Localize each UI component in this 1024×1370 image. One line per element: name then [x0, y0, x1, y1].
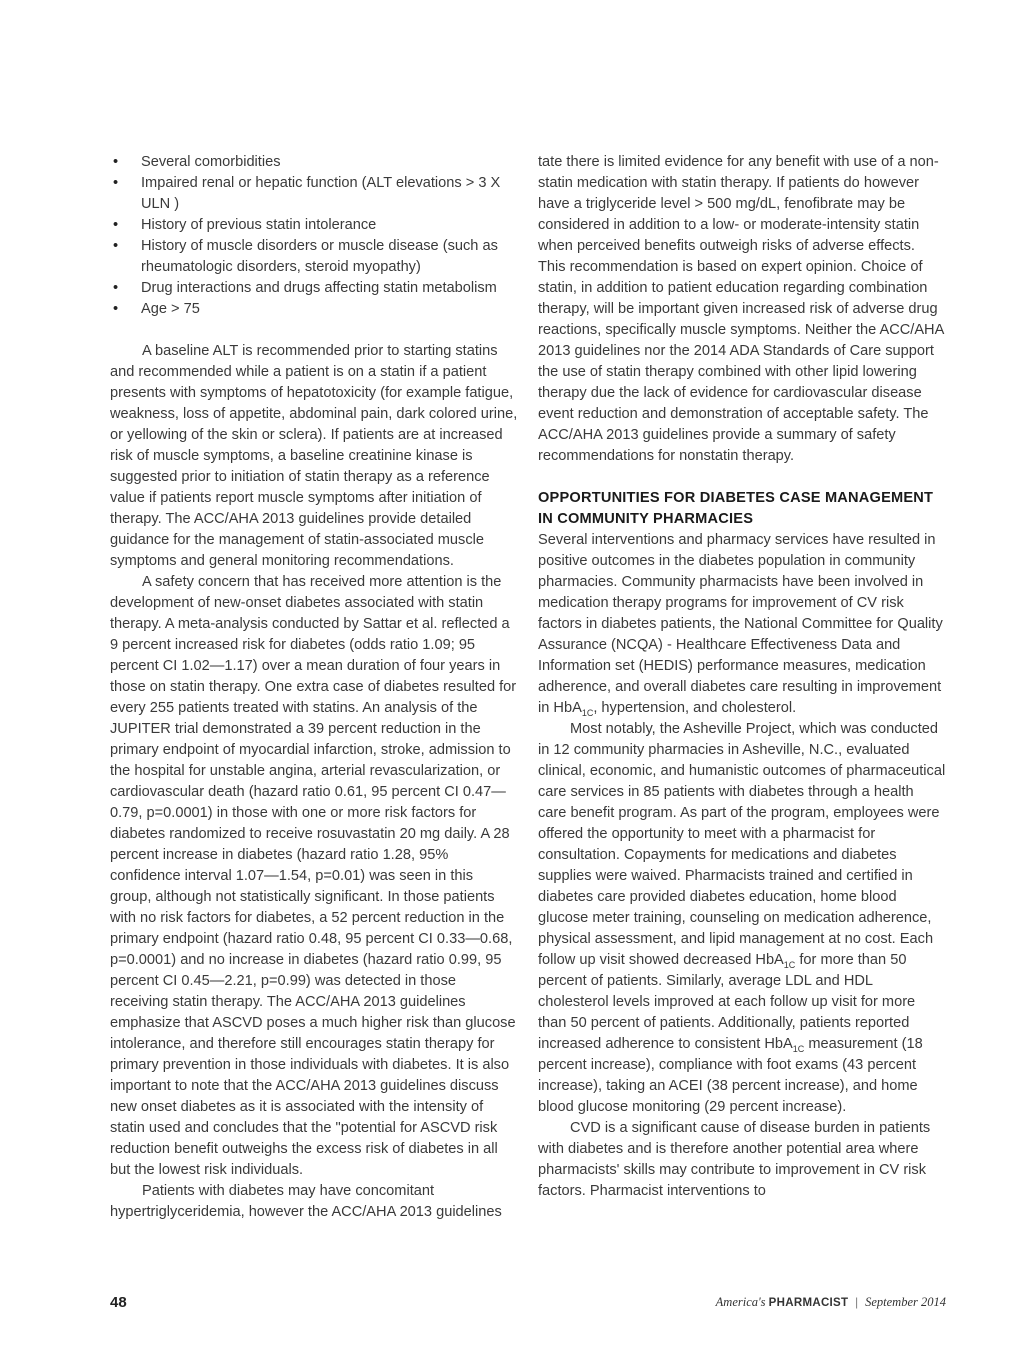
subscript: 1C: [792, 1043, 805, 1054]
publication-prefix: America's: [715, 1295, 766, 1309]
publication-brand: PHARMACIST: [768, 1297, 849, 1309]
list-item: • Several comorbidities: [110, 152, 518, 173]
left-column: [110, 152, 518, 1223]
risk-factor-list: [110, 152, 518, 320]
list-item: • History of muscle disorders or muscle disease (such as rheumatologic disorders, steroid myopathy): [113, 238, 498, 275]
body-paragraph-alt-monitoring: A baseline ALT is recommended prior to starting statins and recommended while a patient is on a statin if a patient presents with symptoms of hepatotoxicity (for example fatigue, weakness, loss of appetite, abdominal pain, dark colored urine, or yellowing of the skin or sclera). If patients are at increased risk of muscle symptoms, a baseline creatinine kinase is suggested prior to initiation of statin therapy as a reference value if patients report muscle symptoms after initiation of therapy. The ACC/AHA 2013 guidelines provide detailed guidance for the management of statin-associated muscle symptoms and general monitoring recommendations.: [110, 343, 518, 569]
body-paragraph-asheville-project: Most notably, the Asheville Project, which was conducted in 12 community pharmacies in Asheville, N.C., evaluated clinical, economic, and humanistic outcomes of pharmaceutical care services in 85 patients with diabetes through a health care benefit program. As part of the program, employees were offered the opportunity to meet with a pharmacist for consultation. Copayments for medications and diabetes supplies were waived. Pharmacists trained and certified in diabetes care provided diabetes education, home blood glucose meter training, counseling on medication adherence, physical assessment, and lipid management at no cost. Each follow up visit showed decreased HbA$_{1C}$ for more than 50 percent of patients. Similarly, average LDL and HDL cholesterol levels improved at each follow up visit for more than 50 percent of patients. Additionally, patients reported increased adherence to consistent HbA$_{1C}$ measurement (18 percent increase), compliance with foot exams (43 percent increase), taking an ACEI (38 percent increase), and home blood glucose monitoring (29 percent increase).: [538, 721, 946, 1115]
body-paragraph-hypertriglyceridemia: Patients with diabetes may have concomitant hypertriglyceridemia, however the ACC/AHA 2013 guidelines: [110, 1183, 502, 1220]
right-column: [538, 152, 946, 1202]
list-item: • Drug interactions and drugs affecting statin metabolism: [110, 278, 518, 299]
page-number: 48: [110, 1294, 127, 1311]
bullet-icon: •: [113, 175, 119, 191]
body-paragraph-continuation: tate there is limited evidence for any benefit with use of a non-statin medication with statin therapy. If patients do however have a triglyceride level > 500 mg/dL, fenofibrate may be considered in addition to a low- or moderate-intensity statin when perceived benefits outweigh risks of adverse effects. This recommendation is based on expert opinion. Choice of statin, in addition to patient education regarding combination therapy, will be important given increased risk of adverse drug reactions, specifically muscle symptoms. Neither the ACC/AHA 2013 guidelines nor the 2014 ADA Standards of Care support the use of statin therapy combined with other lipid lowering therapy due the lack of evidence for cardiovascular disease event reduction and demonstration of acceptable safety. The ACC/AHA 2013 guidelines provide a summary of safety recommendations for nonstatin therapy.: [538, 154, 944, 464]
body-paragraph-cvd: CVD is a significant cause of disease burden in patients with diabetes and is therefore another potential area where pharmacists' skills may contribute to improvement in CV risk factors. Pharmacist interventions to: [538, 1120, 931, 1199]
issue-date: September 2014: [865, 1295, 946, 1309]
body-paragraph-section-intro: Several interventions and pharmacy services have resulted in positive outcomes in the diabetes population in community pharmacies. Community pharmacists have been involved in medication therapy programs for improvement of CV risk factors in diabetes patients, the National Committee for Quality Assurance (NCQA) - Healthcare Effectiveness Data and Information set (HEDIS) performance measures, medication adherence, and overall diabetes care resulting in improvement in HbA$_{1C}$, hypertension, and cholesterol.: [538, 532, 943, 718]
bullet-icon: •: [113, 301, 119, 317]
bullet-icon: •: [113, 280, 119, 296]
publication-credit: [716, 1295, 946, 1310]
bullet-icon: •: [113, 238, 119, 254]
list-item: • Impaired renal or hepatic function (ALT elevations > 3 X ULN ): [113, 175, 501, 212]
footer-separator: |: [855, 1295, 858, 1309]
bullet-icon: •: [113, 217, 119, 233]
body-paragraph-new-onset-diabetes: A safety concern that has received more attention is the development of new-onset diabetes associated with statin therapy. A meta-analysis conducted by Sattar et al. reflected a 9 percent increased risk for diabetes (odds ratio 1.09; 95 percent CI 1.02—1.17) over a mean duration of four years in those on statin therapy. One extra case of diabetes resulted for every 255 patients treated with statins. An analysis of the JUPITER trial demonstrated a 39 percent reduction in the primary endpoint of myocardial infarction, stroke, admission to the hospital for unstable angina, arterial revascularization, or cardiovascular death (hazard ratio 0.61, 95 percent CI 0.47—0.79, p=0.0001) in those with one or more risk factors for diabetes randomized to receive rosuvastatin 20 mg daily. A 28 percent increase in diabetes (hazard ratio 1.28, 95% confidence interval 1.07—1.54, p=0.01) was seen in this group, although not statistically significant. In those patients with no risk factors for diabetes, a 52 percent reduction in the primary endpoint (hazard ratio 0.48, 95 percent CI 0.33—0.68, p=0.0001) and no increase in diabetes (hazard ratio 0.99, 95 percent CI 0.45—2.21, p=0.99) was detected in those receiving statin therapy. The ACC/AHA 2013 guidelines emphasize that ASCVD poses a much higher risk than glucose intolerance, and therefore still encourages statin therapy for primary prevention in those individuals with diabetes. It is also important to note that the ACC/AHA 2013 guidelines discuss new onset diabetes as it is associated with the intensity of statin used and concludes that the "potential for ASCVD risk reduction benefit outweighs the excess risk of diabetes in all but the lowest risk individuals.: [110, 574, 517, 1178]
subscript: 1C: [581, 707, 594, 718]
subscript: 1C: [783, 959, 796, 970]
list-item: • Age > 75: [110, 299, 518, 320]
page-footer: [110, 1294, 946, 1316]
bullet-icon: •: [113, 154, 119, 170]
list-item: • History of previous statin intolerance: [110, 215, 518, 236]
section-heading: OPPORTUNITIES FOR DIABETES CASE MANAGEMENT IN COMMUNITY PHARMACIES: [538, 490, 934, 527]
